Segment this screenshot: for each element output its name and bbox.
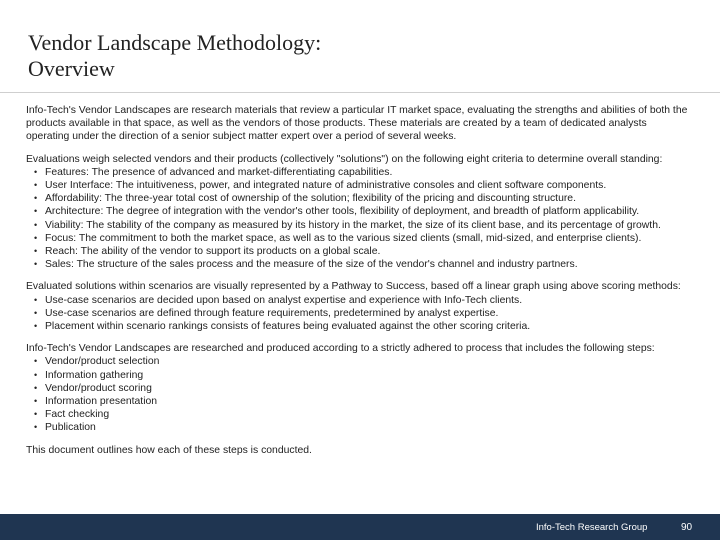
list-item: • User Interface: The intuitiveness, power, and integrated nature of administrative consoles and client software components. <box>26 179 690 192</box>
criteria-lead: Evaluations weigh selected vendors and their products (collectively "solutions") on the following eight criteria to determine overall standing: <box>26 153 663 165</box>
footer-bar <box>0 514 720 540</box>
process-section <box>26 342 690 434</box>
list-item: • Vendor/product scoring <box>26 382 690 395</box>
list-item: • Reach: The ability of the vendor to support its products on a global scale. <box>26 245 690 258</box>
process-lead: Info-Tech's Vendor Landscapes are researched and produced according to a strictly adhered to process that includes the following steps: <box>26 343 655 355</box>
page-title <box>28 30 628 82</box>
list-item: • Use-case scenarios are defined through feature requirements, predetermined by analyst expertise. <box>26 307 690 320</box>
title-divider <box>0 92 720 93</box>
process-list <box>26 355 690 434</box>
list-item: • Information gathering <box>26 369 690 382</box>
list-item: • Vendor/product selection <box>26 355 690 368</box>
list-item: • Sales: The structure of the sales process and the measure of the size of the vendor's channel and industry partners. <box>26 258 690 271</box>
list-item: • Features: The presence of advanced and market-differentiating capabilities. <box>26 166 690 179</box>
page-title-line-1: Vendor Landscape Methodology: <box>28 30 322 55</box>
list-item: • Affordability: The three-year total cost of ownership of the solution; flexibility of the pricing and discounting structure. <box>26 192 690 205</box>
list-item: • Viability: The stability of the company as measured by its history in the market, the size of its client base, and its percentage of growth. <box>26 219 690 232</box>
list-item: • Fact checking <box>26 408 690 421</box>
body-content <box>26 104 690 466</box>
footer-brand: Info-Tech Research Group <box>536 522 648 533</box>
list-item: • Publication <box>26 421 690 434</box>
intro-paragraph: Info-Tech's Vendor Landscapes are research materials that review a particular IT market space, evaluating the strengths and abilities of both the products available in that space, as well as the vendors of those products. These materials are created by a team of dedicated analysts operating under the direction of a senior subject matter expert over a period of several weeks. <box>26 105 688 143</box>
list-item: • Information presentation <box>26 395 690 408</box>
criteria-list <box>26 166 690 272</box>
closing-paragraph: This document outlines how each of these steps is conducted. <box>26 444 312 456</box>
list-item: • Architecture: The degree of integration with the vendor's other tools, flexibility of deployment, and breadth of platform applicability. <box>26 205 690 218</box>
page-title-line-2: Overview <box>28 56 115 81</box>
scenarios-section <box>26 280 690 333</box>
page-number: 90 <box>681 522 693 533</box>
criteria-section <box>26 153 690 272</box>
list-item: • Focus: The commitment to both the market space, as well as to the various sized clients (small, mid-sized, and enterprise clients). <box>26 232 690 245</box>
list-item: • Placement within scenario rankings consists of features being evaluated against the other scoring criteria. <box>26 320 690 333</box>
scenarios-lead: Evaluated solutions within scenarios are visually represented by a Pathway to Success, based off a linear graph using above scoring methods: <box>26 281 681 293</box>
list-item: • Use-case scenarios are decided upon based on analyst expertise and experience with Info-Tech clients. <box>26 294 690 307</box>
scenarios-list <box>26 294 690 334</box>
